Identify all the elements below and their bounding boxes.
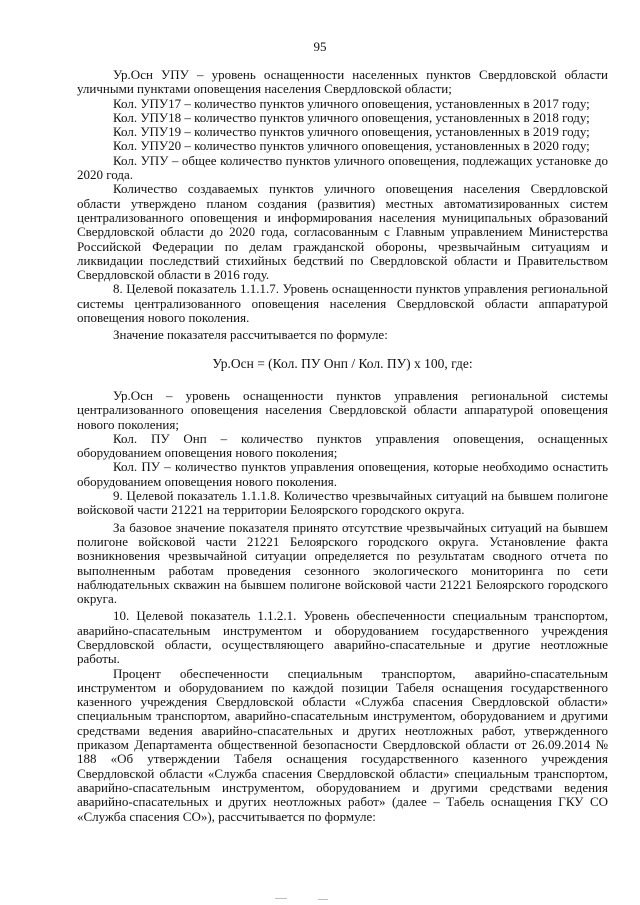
document-body (77, 68, 608, 824)
paragraph-equipment-percent: Процент обеспеченности специальным транспортом, аварийно-спасательным инструментом и оборудованием по каждой позиции Табеля оснащения государственного казенного учреждения Свердловской области «Служба спасения Свердловской области» специальным транспортом, аварийно-спасательным инструментом, оборудованием и другими средствами ведения аварийно-спасательных и других неотложных работ, утвержденного приказом Департамента общественной безопасности Свердловской области от 26.09.2014 № 188 «Об утверждении Табеля оснащения государственного казенного учреждения Свердловской области «Служба спасения Свердловской области» специальным транспортом, аварийно-спасательным инструментом, оборудованием и другими средствами ведения аварийно-спасательных и других неотложных работ» (далее – Табель оснащения ГКУ СО «Служба спасения СО»), рассчитывается по формуле: (77, 665, 608, 824)
paragraph-formula-intro: Значение показателя рассчитывается по формуле: (113, 327, 388, 343)
paragraph-upu-plan: Количество создаваемых пунктов уличного оповещения населения Свердловской области утверждено планом создания (развития) местных автоматизированных систем централизованного оповещения и информирования населения муниципальных образований Свердловской области до 2020 года, согласованным с Главным управлением Министерства Российской Федерации по делам гражданской обороны, чрезвычайным ситуациям и ликвидации последствий стихийных бедствий по Свердловской области и Правительством Свердловской области в 2016 году. (77, 181, 608, 283)
paragraph-upu17: Кол. УПУ17 – количество пунктов уличного оповещения, установленных в 2017 году; (113, 95, 590, 111)
paragraph-indicator-1121: 10. Целевой показатель 1.1.2.1. Уровень обеспеченности специальным транспортом, аварийно-спасательным инструментом и оборудованием государственного учреждения Свердловской области, осуществляющего аварийно-спасательные и другие неотложные работы. (77, 608, 608, 667)
paragraph-upu-level-definition: Ур.Осн УПУ – уровень оснащенности населенных пунктов Свердловской области уличными пунктами оповещения населения Свердловской области; (77, 67, 608, 97)
paragraph-upu19: Кол. УПУ19 – количество пунктов уличного оповещения, установленных в 2019 году; (113, 124, 590, 140)
page-number: 95 (313, 39, 327, 54)
paragraph-base-value: За базовое значение показателя принято отсутствие чрезвычайных ситуаций на бывшем полигоне войсковой части 21221 Белоярского городского округа. Установление факта возникновения чрезвычайной ситуации определяется по результатам сводного отчета по выполненным работам проведения сезонного экологического мониторинга по сети наблюдательных скважин на бывшем полигоне войсковой части 21221 Белоярского городского округа. (77, 519, 608, 607)
paragraph-indicator-1118: 9. Целевой показатель 1.1.1.8. Количество чрезвычайных ситуаций на бывшем полигоне войсковой части 21221 на территории Белоярского городского округа. (77, 488, 608, 518)
paragraph-upu20: Кол. УПУ20 – количество пунктов уличного оповещения, установленных в 2020 году; (113, 138, 590, 154)
scan-artifact (275, 898, 287, 899)
paragraph-ur-osn-definition: Ур.Осн – уровень оснащенности пунктов управления региональной системы централизованного оповещения населения Свердловской области аппаратурой оповещения нового поколения; (77, 387, 608, 432)
paragraph-upu18: Кол. УПУ18 – количество пунктов уличного оповещения, установленных в 2018 году; (113, 109, 590, 125)
paragraph-pu-definition: Кол. ПУ – количество пунктов управления оповещения, которые необходимо оснастить оборудованием оповещения нового поколения. (77, 459, 608, 489)
paragraph-upu-total: Кол. УПУ – общее количество пунктов уличного оповещения, подлежащих установке до 2020 года. (77, 152, 608, 183)
paragraph-indicator-1117: 8. Целевой показатель 1.1.1.7. Уровень оснащенности пунктов управления региональной системы централизованного оповещения населения Свердловской области аппаратурой оповещения нового поколения. (77, 281, 608, 326)
formula-ur-osn: Ур.Осн = (Кол. ПУ Онп / Кол. ПУ) х 100, где: (212, 355, 473, 371)
scan-artifact (318, 899, 328, 900)
paragraph-pu-onp-definition: Кол. ПУ Онп – количество пунктов управления оповещения, оснащенных оборудованием оповещения нового поколения; (77, 430, 608, 461)
